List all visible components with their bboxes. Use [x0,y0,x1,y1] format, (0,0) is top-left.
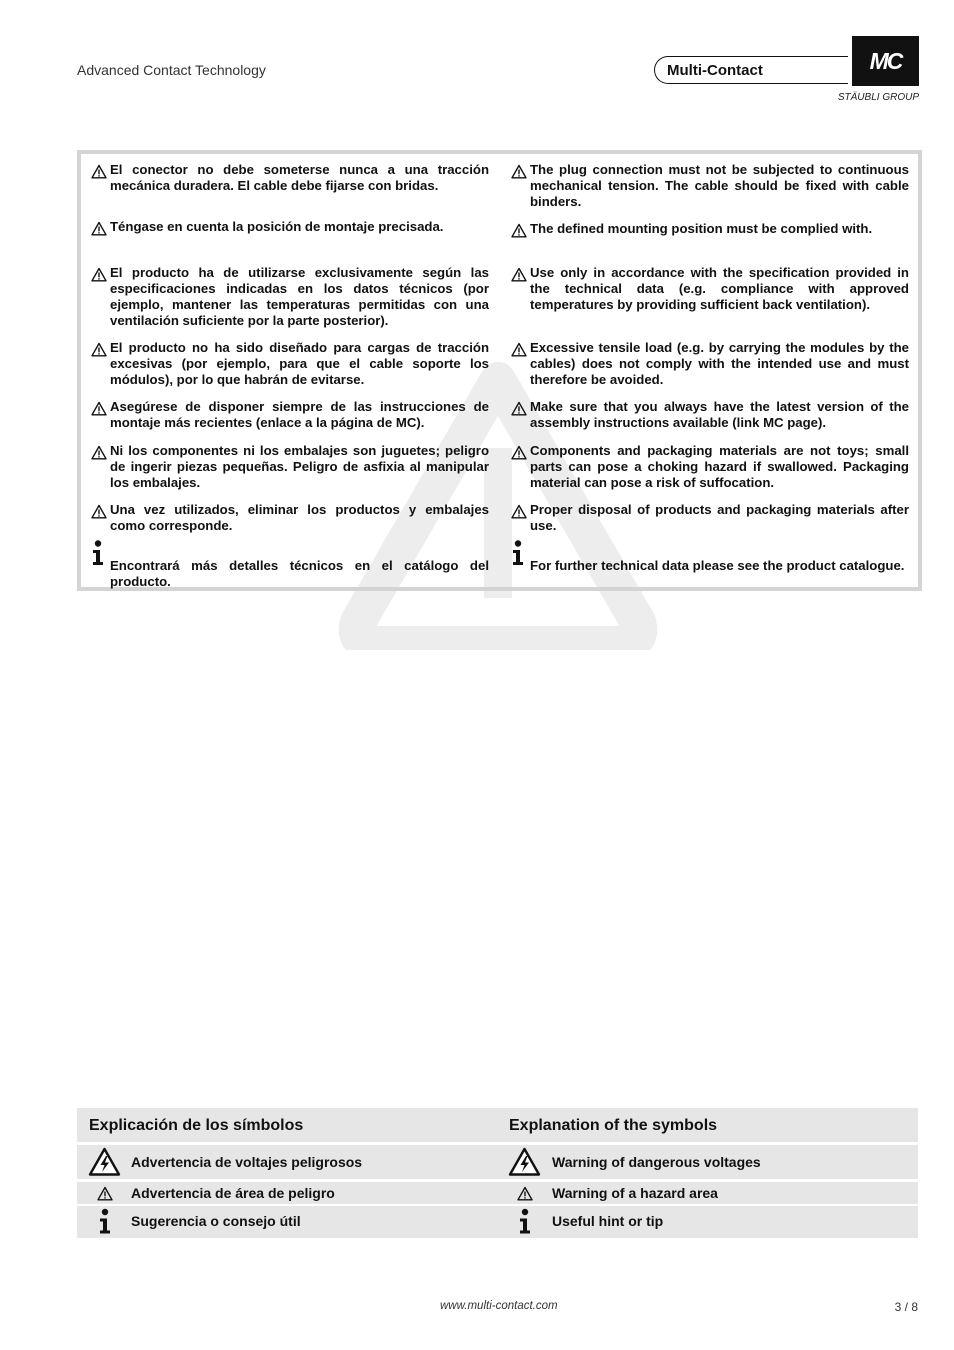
warning-item [91,340,489,388]
warning-item [511,340,909,388]
warning-text: Make sure that you always have the latest version of the assembly instructions available (link MC page). [530,399,909,430]
warning-item [511,399,909,431]
hazard-icon [91,267,107,282]
group-name: STÄUBLI GROUP [837,92,919,103]
warning-text: Proper disposal of products and packaging materials after use. [530,502,909,533]
symbol-label-en: Useful hint or tip [552,1213,664,1229]
warning-item [511,221,909,237]
warning-text: El producto ha de utilizarse exclusivamente según las especificaciones indicadas en los datos técnicos (por ejemplo, mantener las temperaturas permitidas con una ventilación suficiente por la parte posterior). [110,265,489,328]
voltage-warning-icon [508,1147,541,1177]
hazard-icon [511,223,527,238]
symbol-row [77,1182,918,1204]
symbols-legend-header [77,1108,918,1142]
symbol-row [77,1145,918,1179]
symbol-label-es: Advertencia de voltajes peligrosos [131,1154,363,1170]
warning-item [91,399,489,431]
symbol-label-es: Advertencia de área de peligro [131,1185,335,1201]
hazard-icon [511,342,527,357]
warning-item [511,502,909,534]
warning-text: Use only in accordance with the specification provided in the technical data (e.g. compliance with approved temperatures by providing sufficient back ventilation). [530,265,909,312]
hazard-icon [511,267,527,282]
warning-text: The plug connection must not be subjected to continuous mechanical tension. The cable should be fixed with cable binders. [530,162,909,209]
hazard-icon [511,401,527,416]
company-tagline: Advanced Contact Technology [77,62,266,78]
warning-text: El producto no ha sido diseñado para cargas de tracción excesivas (por ejemplo, para que el cable soporte los módulos), por lo que habrán de evitarse. [110,340,489,387]
warning-text: Una vez utilizados, eliminar los productos y embalajes como corresponde. [110,502,489,533]
symbols-heading-es: Explicación de los símbolos [89,1117,304,1134]
brand-name: Multi-Contact [667,62,763,79]
info-icon [511,540,525,566]
mc-logo: MC [852,36,919,86]
hazard-icon [511,445,527,460]
warning-text: Téngase en cuenta la posición de montaje precisada. [110,219,444,234]
hazard-icon [517,1186,533,1201]
hazard-icon [91,221,107,236]
info-icon [98,1208,112,1235]
warning-text: Ni los componentes ni los embalajes son juguetes; peligro de ingerir piezas pequeñas. Peligro de asfixia al manipular los embalajes. [110,443,489,490]
info-item [91,558,489,590]
hazard-icon [91,164,107,179]
warning-text: Excessive tensile load (e.g. by carrying the modules by the cables) does not comply with the intended use and must therefore be avoided. [530,340,909,387]
warning-text: Asegúrese de disponer siempre de las instrucciones de montaje más recientes (enlace a la página de MC). [110,399,489,430]
warning-text: Components and packaging materials are not toys; small parts can pose a choking hazard if swallowed. Packaging material can pose a risk of suffocation. [530,443,909,490]
warning-item [91,443,489,491]
warning-item [511,162,909,210]
voltage-warning-icon [88,1147,121,1177]
symbols-heading-en: Explanation of the symbols [509,1117,718,1134]
symbol-label-es: Sugerencia o consejo útil [131,1213,301,1229]
warning-item [91,265,489,329]
warning-item [511,265,909,313]
hazard-icon [91,342,107,357]
info-icon [518,1208,532,1235]
info-item [511,558,909,574]
symbol-label-en: Warning of dangerous voltages [552,1154,761,1170]
brand-wordmark [654,56,848,84]
warning-item [91,219,489,235]
warning-text: El conector no debe someterse nunca a una tracción mecánica duradera. El cable debe fijarse con bridas. [110,162,489,193]
website-link[interactable]: www.multi-contact.com [440,1300,558,1312]
warning-item [511,443,909,491]
hazard-icon [511,504,527,519]
info-text: Encontrará más detalles técnicos en el catálogo del producto. [110,558,489,589]
hazard-icon [511,164,527,179]
hazard-icon [91,401,107,416]
warning-item [91,162,489,194]
hazard-icon [97,1186,113,1201]
symbol-row [77,1206,918,1238]
info-text: For further technical data please see the product catalogue. [530,558,905,573]
hazard-icon [91,445,107,460]
safety-warnings-box [77,150,922,591]
hazard-icon [91,504,107,519]
info-icon [91,540,105,566]
page-number: 3 / 8 [894,1300,918,1314]
warning-text: The defined mounting position must be complied with. [530,221,873,236]
symbol-label-en: Warning of a hazard area [552,1185,718,1201]
warning-item [91,502,489,534]
